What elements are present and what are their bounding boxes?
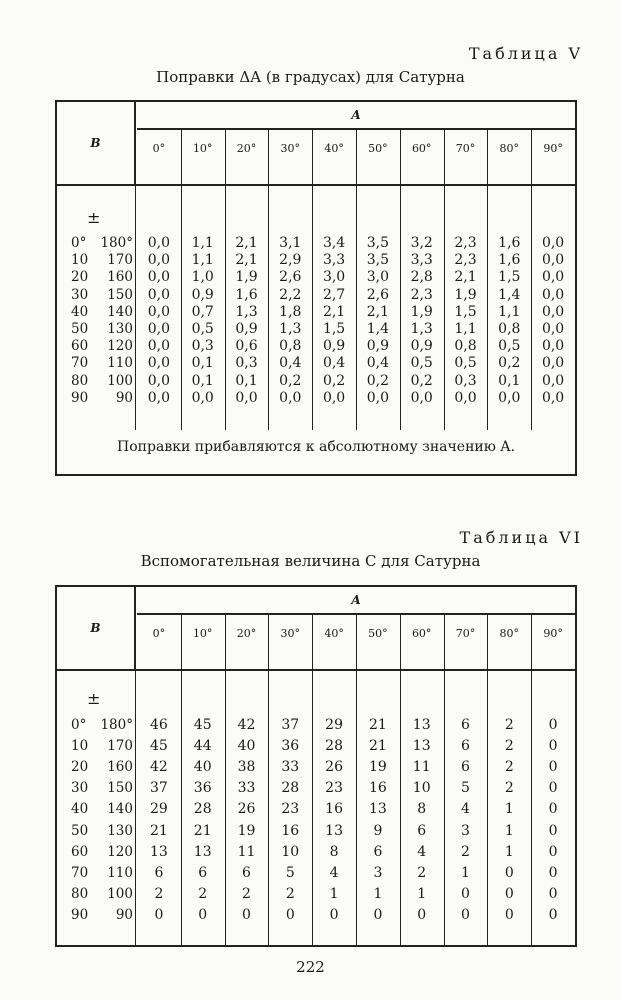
row-label-b-supplement: 140 bbox=[107, 303, 133, 320]
table-cell: 0,1 bbox=[498, 372, 521, 389]
table-cell: 1,9 bbox=[235, 269, 258, 286]
column-header: 70° bbox=[455, 142, 476, 155]
table-cell: 0 bbox=[198, 906, 208, 923]
table-cell: 0,0 bbox=[147, 338, 171, 355]
table-cell: 2,6 bbox=[279, 269, 302, 286]
table-cell: 28 bbox=[325, 738, 343, 755]
row-label-b: 0° bbox=[71, 717, 87, 733]
table-cell: 2 bbox=[417, 864, 427, 881]
table-cell: 1,4 bbox=[366, 321, 390, 337]
table-cell: 2 bbox=[198, 885, 208, 902]
row-label-b-supplement: 120 bbox=[107, 843, 133, 860]
table-cell: 1,6 bbox=[498, 252, 521, 269]
row-label bbox=[71, 304, 137, 321]
table-cell: 2,3 bbox=[410, 286, 433, 303]
table-cell: 19 bbox=[368, 759, 387, 776]
table-cell: 6 bbox=[154, 864, 164, 881]
table-cell: 1,4 bbox=[498, 286, 521, 303]
table-cell: 13 bbox=[193, 843, 212, 860]
table-cell: 16 bbox=[368, 780, 387, 797]
table-cell: 10 bbox=[281, 843, 300, 860]
row-label-b: 30 bbox=[71, 780, 89, 797]
row-label-b-supplement: 170 bbox=[107, 252, 133, 269]
table-cell: 0,0 bbox=[498, 389, 521, 406]
table-cell: 0,0 bbox=[541, 252, 565, 269]
table-cell: 0,0 bbox=[541, 235, 565, 251]
table-cell: 13 bbox=[412, 738, 431, 755]
table-cell: 0,4 bbox=[366, 355, 390, 372]
table-vi-title: Вспомогательная величина C для Сатурна bbox=[140, 552, 481, 570]
table-cell: 0,0 bbox=[541, 355, 565, 372]
table-cell: 13 bbox=[368, 801, 387, 818]
table-cell: 0,0 bbox=[454, 389, 477, 406]
table-cell: 1,9 bbox=[454, 286, 477, 303]
row-label bbox=[71, 338, 137, 355]
table-cell: 0,3 bbox=[191, 338, 214, 355]
table-cell: 0,0 bbox=[191, 389, 214, 406]
table-cell: 0 bbox=[548, 843, 558, 860]
table-cell: 2 bbox=[242, 885, 251, 902]
row-label-b: 0° bbox=[71, 235, 87, 251]
row-label bbox=[71, 865, 137, 886]
table-cell: 0,3 bbox=[454, 372, 477, 389]
table-cell: 0,8 bbox=[279, 338, 302, 355]
table-cell: 0,2 bbox=[410, 372, 433, 389]
row-label bbox=[71, 907, 137, 928]
table-cell: 3,5 bbox=[366, 252, 390, 269]
row-label-b-supplement: 140 bbox=[107, 801, 133, 818]
table-cell: 0,0 bbox=[541, 338, 565, 355]
table-cell: 13 bbox=[412, 717, 431, 733]
table-cell: 0,2 bbox=[279, 372, 302, 389]
table-cell: 28 bbox=[193, 801, 212, 818]
table-cell: 3,3 bbox=[322, 252, 346, 269]
table-cell: 6 bbox=[242, 864, 251, 881]
row-label-b-supplement: 120 bbox=[107, 338, 133, 355]
row-header: B bbox=[57, 102, 135, 184]
table-cell: 10 bbox=[412, 780, 431, 797]
table-cell: 28 bbox=[281, 780, 300, 797]
table-cell: 3,1 bbox=[279, 235, 302, 251]
column-header: 50° bbox=[368, 627, 388, 640]
table-cell: 0 bbox=[417, 906, 427, 923]
table-cell: 2 bbox=[504, 759, 514, 776]
table-cell: 0,9 bbox=[366, 338, 390, 355]
table-cell: 1,9 bbox=[410, 303, 433, 320]
table-cell: 0 bbox=[461, 906, 470, 923]
row-label-b-supplement: 130 bbox=[107, 321, 133, 337]
table-cell: 1,1 bbox=[191, 235, 214, 251]
table-cell: 1,5 bbox=[454, 303, 477, 320]
table-cell: 0,0 bbox=[147, 372, 171, 389]
row-label-b-supplement: 100 bbox=[107, 372, 133, 389]
table-cell: 0 bbox=[329, 906, 339, 923]
table-cell: 0,0 bbox=[147, 321, 171, 337]
table-cell: 1 bbox=[329, 885, 339, 902]
table-cell: 1,3 bbox=[410, 321, 433, 337]
table-cell: 3 bbox=[373, 864, 383, 881]
table-cell: 2,3 bbox=[454, 235, 477, 251]
table-cell: 13 bbox=[325, 822, 343, 839]
table-cell: 36 bbox=[193, 780, 212, 797]
table-cell: 0 bbox=[548, 738, 558, 755]
table-cell: 45 bbox=[149, 738, 168, 755]
table-cell: 44 bbox=[193, 738, 212, 755]
row-label-b: 80 bbox=[71, 885, 89, 902]
table-cell: 1,1 bbox=[454, 321, 477, 337]
table-cell: 0 bbox=[548, 906, 558, 923]
table-cell: 42 bbox=[149, 759, 168, 776]
column-header: 20° bbox=[236, 627, 257, 640]
table-cell: 2,1 bbox=[322, 303, 346, 320]
table-cell: 0,5 bbox=[410, 355, 433, 372]
table-cell: 1 bbox=[461, 864, 470, 881]
table-cell: 0,5 bbox=[498, 338, 521, 355]
table-cell: 0,0 bbox=[366, 389, 390, 406]
table-cell: 2 bbox=[504, 780, 514, 797]
table-cell: 4 bbox=[417, 843, 427, 860]
row-label bbox=[71, 759, 137, 780]
table-cell: 1,1 bbox=[498, 303, 521, 320]
row-label-b-supplement: 150 bbox=[107, 286, 133, 303]
table-cell: 0,0 bbox=[541, 389, 565, 406]
row-label-b-supplement: 90 bbox=[115, 906, 133, 923]
table-cell: 0,0 bbox=[322, 389, 346, 406]
column-header: 50° bbox=[368, 142, 388, 155]
table-cell: 0,0 bbox=[147, 303, 171, 320]
table-cell: 2 bbox=[285, 885, 295, 902]
table-cell: 19 bbox=[237, 822, 256, 839]
row-label-b: 60 bbox=[71, 338, 89, 355]
row-label-b-supplement: 180° bbox=[100, 717, 133, 733]
row-label bbox=[71, 886, 137, 907]
col-header: A bbox=[351, 108, 361, 122]
table-cell: 1,5 bbox=[498, 269, 521, 286]
table-cell: 1 bbox=[504, 822, 514, 839]
row-label bbox=[71, 801, 137, 822]
table-cell: 5 bbox=[285, 864, 295, 881]
table-cell: 29 bbox=[325, 717, 343, 733]
row-label-b: 20 bbox=[71, 269, 89, 286]
row-label-b: 70 bbox=[71, 355, 89, 372]
table-cell: 0 bbox=[548, 759, 558, 776]
column-header: 40° bbox=[324, 627, 344, 640]
table-cell: 2 bbox=[504, 738, 514, 755]
plus-minus-sign: ± bbox=[87, 208, 101, 227]
table-note: Поправки прибавляются к абсолютному значению A. bbox=[117, 439, 515, 455]
table-cell: 2,8 bbox=[410, 269, 433, 286]
table-vi-label: Таблица VI bbox=[459, 528, 583, 547]
table-cell: 9 bbox=[373, 822, 383, 839]
table-cell: 16 bbox=[325, 801, 343, 818]
table-cell: 2,1 bbox=[454, 269, 477, 286]
table-cell: 33 bbox=[237, 780, 256, 797]
column-header: 30° bbox=[280, 627, 301, 640]
table-cell: 46 bbox=[149, 717, 168, 733]
table-v-label: Таблица V bbox=[468, 44, 583, 63]
table-cell: 0,1 bbox=[235, 372, 258, 389]
row-label bbox=[71, 717, 137, 738]
row-label-b-supplement: 90 bbox=[115, 389, 133, 406]
table-cell: 0 bbox=[461, 885, 470, 902]
table-cell: 2 bbox=[461, 843, 470, 860]
table-cell: 3,3 bbox=[410, 252, 433, 269]
row-label-b: 40 bbox=[71, 303, 89, 320]
column-header: 0° bbox=[152, 627, 166, 640]
column-header: 10° bbox=[192, 142, 213, 155]
table-cell: 1,3 bbox=[235, 303, 258, 320]
table-cell: 1,3 bbox=[279, 321, 302, 337]
row-label bbox=[71, 321, 137, 338]
column-header: 80° bbox=[499, 627, 520, 640]
table-cell: 0,0 bbox=[235, 389, 258, 406]
row-label-b: 50 bbox=[71, 822, 89, 839]
table-cell: 33 bbox=[281, 759, 300, 776]
table-cell: 5 bbox=[461, 780, 470, 797]
table-cell: 11 bbox=[237, 843, 256, 860]
table-cell: 42 bbox=[237, 717, 256, 733]
table-cell: 29 bbox=[149, 801, 168, 818]
table-cell: 21 bbox=[149, 822, 168, 839]
table-cell: 2,3 bbox=[454, 252, 477, 269]
table-cell: 0,9 bbox=[410, 338, 433, 355]
table-cell: 0 bbox=[504, 885, 514, 902]
table-cell: 0,9 bbox=[322, 338, 346, 355]
table-v bbox=[55, 100, 577, 476]
row-label bbox=[71, 269, 137, 286]
page-number: 222 bbox=[296, 958, 325, 976]
table-cell: 0,9 bbox=[235, 321, 258, 337]
row-label bbox=[71, 287, 137, 304]
table-cell: 6 bbox=[461, 738, 470, 755]
table-cell: 0,3 bbox=[235, 355, 258, 372]
table-cell: 0,2 bbox=[366, 372, 390, 389]
table-v-title: Поправки ΔA (в градусах) для Сатурна bbox=[156, 68, 465, 86]
row-label bbox=[71, 235, 137, 252]
table-cell: 0 bbox=[548, 801, 558, 818]
table-cell: 40 bbox=[237, 738, 256, 755]
table-cell: 1,8 bbox=[279, 303, 302, 320]
table-cell: 23 bbox=[325, 780, 343, 797]
table-cell: 36 bbox=[281, 738, 300, 755]
row-label-b-supplement: 150 bbox=[107, 780, 133, 797]
row-label-b-supplement: 130 bbox=[107, 822, 133, 839]
table-cell: 0,0 bbox=[541, 303, 565, 320]
table-cell: 1,6 bbox=[498, 235, 521, 251]
table-cell: 0 bbox=[504, 864, 514, 881]
row-header: B bbox=[57, 587, 135, 669]
table-cell: 16 bbox=[281, 822, 300, 839]
table-cell: 1,0 bbox=[191, 269, 214, 286]
table-cell: 0,0 bbox=[541, 269, 565, 286]
table-cell: 0 bbox=[548, 864, 558, 881]
table-cell: 0 bbox=[285, 906, 295, 923]
row-label bbox=[71, 780, 137, 801]
row-label-b: 40 bbox=[71, 801, 89, 818]
table-cell: 6 bbox=[198, 864, 208, 881]
table-cell: 2,2 bbox=[279, 286, 302, 303]
table-cell: 3,5 bbox=[366, 235, 390, 251]
table-cell: 11 bbox=[412, 759, 431, 776]
table-cell: 0,5 bbox=[454, 355, 477, 372]
row-label-b-supplement: 100 bbox=[107, 885, 133, 902]
row-label bbox=[71, 390, 137, 407]
table-cell: 0,0 bbox=[541, 286, 565, 303]
table-cell: 0,0 bbox=[147, 235, 171, 251]
table-cell: 6 bbox=[461, 717, 470, 733]
column-header: 10° bbox=[192, 627, 213, 640]
table-cell: 0,7 bbox=[191, 303, 214, 320]
table-cell: 0,0 bbox=[147, 355, 171, 372]
row-label-b: 90 bbox=[71, 389, 89, 406]
table-cell: 0 bbox=[548, 717, 558, 733]
table-cell: 1,6 bbox=[235, 286, 258, 303]
row-label bbox=[71, 373, 137, 390]
table-cell: 37 bbox=[149, 780, 168, 797]
table-cell: 6 bbox=[461, 759, 470, 776]
col-header: A bbox=[351, 593, 361, 607]
table-cell: 38 bbox=[237, 759, 256, 776]
table-cell: 2,6 bbox=[366, 286, 390, 303]
table-cell: 0 bbox=[373, 906, 383, 923]
table-cell: 4 bbox=[329, 864, 339, 881]
row-label bbox=[71, 252, 137, 269]
row-label-b: 10 bbox=[71, 738, 89, 755]
row-label-b-supplement: 110 bbox=[107, 355, 133, 372]
column-header: 80° bbox=[499, 142, 520, 155]
table-cell: 0 bbox=[154, 906, 164, 923]
table-cell: 0 bbox=[548, 885, 558, 902]
table-cell: 2 bbox=[504, 717, 514, 733]
table-cell: 1 bbox=[417, 885, 427, 902]
table-cell: 0,0 bbox=[147, 269, 171, 286]
table-cell: 0,0 bbox=[541, 321, 565, 337]
plus-minus-sign: ± bbox=[87, 689, 101, 708]
table-cell: 0,0 bbox=[147, 286, 171, 303]
table-cell: 0,0 bbox=[279, 389, 302, 406]
table-cell: 2,7 bbox=[322, 286, 346, 303]
row-label bbox=[71, 844, 137, 865]
table-cell: 0,8 bbox=[454, 338, 477, 355]
table-cell: 1,5 bbox=[322, 321, 346, 337]
column-header: 20° bbox=[236, 142, 257, 155]
column-header: 70° bbox=[455, 627, 476, 640]
table-cell: 37 bbox=[281, 717, 300, 733]
table-cell: 0,6 bbox=[235, 338, 258, 355]
table-cell: 21 bbox=[368, 717, 387, 733]
table-cell: 4 bbox=[461, 801, 470, 818]
table-cell: 0,1 bbox=[191, 355, 214, 372]
row-label-b: 30 bbox=[71, 286, 89, 303]
table-cell: 40 bbox=[193, 759, 212, 776]
row-label-b: 10 bbox=[71, 252, 89, 269]
row-label-b-supplement: 170 bbox=[107, 738, 133, 755]
table-cell: 26 bbox=[237, 801, 256, 818]
table-cell: 0 bbox=[504, 906, 514, 923]
column-header: 40° bbox=[324, 142, 344, 155]
table-cell: 6 bbox=[373, 843, 383, 860]
table-cell: 1 bbox=[373, 885, 383, 902]
row-label-b: 90 bbox=[71, 906, 89, 923]
table-cell: 0,9 bbox=[191, 286, 214, 303]
table-cell: 13 bbox=[149, 843, 168, 860]
column-header: 90° bbox=[543, 627, 563, 640]
table-cell: 0 bbox=[548, 780, 558, 797]
row-label-b-supplement: 180° bbox=[100, 235, 133, 251]
column-header: 30° bbox=[280, 142, 301, 155]
row-label bbox=[71, 823, 137, 844]
table-cell: 0 bbox=[242, 906, 251, 923]
row-label-b: 50 bbox=[71, 321, 89, 337]
table-cell: 3 bbox=[461, 822, 470, 839]
table-cell: 26 bbox=[325, 759, 343, 776]
table-cell: 0,0 bbox=[147, 252, 171, 269]
table-cell: 2 bbox=[154, 885, 164, 902]
table-cell: 1 bbox=[504, 801, 514, 818]
table-cell: 8 bbox=[329, 843, 339, 860]
row-label bbox=[71, 355, 137, 372]
table-cell: 0,1 bbox=[191, 372, 214, 389]
table-cell: 21 bbox=[368, 738, 387, 755]
row-label-b-supplement: 110 bbox=[107, 864, 133, 881]
table-vi bbox=[55, 585, 577, 947]
table-cell: 0,4 bbox=[322, 355, 346, 372]
table-cell: 1,1 bbox=[191, 252, 214, 269]
row-label-b-supplement: 160 bbox=[107, 269, 133, 286]
column-header: 60° bbox=[411, 142, 432, 155]
table-cell: 0,2 bbox=[498, 355, 521, 372]
column-header: 90° bbox=[543, 142, 563, 155]
table-cell: 0,4 bbox=[279, 355, 302, 372]
table-cell: 3,0 bbox=[366, 269, 390, 286]
table-cell: 0,5 bbox=[191, 321, 214, 337]
table-cell: 1 bbox=[504, 843, 514, 860]
table-cell: 6 bbox=[417, 822, 427, 839]
table-cell: 0 bbox=[548, 822, 558, 839]
table-cell: 2,1 bbox=[235, 235, 258, 251]
table-cell: 2,1 bbox=[235, 252, 258, 269]
table-cell: 45 bbox=[193, 717, 212, 733]
row-label-b: 20 bbox=[71, 759, 89, 776]
table-cell: 3,4 bbox=[322, 235, 346, 251]
table-cell: 23 bbox=[281, 801, 300, 818]
column-header: 0° bbox=[152, 142, 166, 155]
column-header: 60° bbox=[411, 627, 432, 640]
table-cell: 2,9 bbox=[279, 252, 302, 269]
row-label-b-supplement: 160 bbox=[107, 759, 133, 776]
table-cell: 3,0 bbox=[322, 269, 346, 286]
row-label-b: 80 bbox=[71, 372, 89, 389]
table-cell: 0,0 bbox=[410, 389, 433, 406]
table-cell: 0,0 bbox=[541, 372, 565, 389]
table-cell: 3,2 bbox=[410, 235, 433, 251]
table-cell: 8 bbox=[417, 801, 427, 818]
table-cell: 2,1 bbox=[366, 303, 390, 320]
table-cell: 21 bbox=[193, 822, 212, 839]
table-cell: 0,8 bbox=[498, 321, 521, 337]
table-cell: 0,2 bbox=[322, 372, 346, 389]
table-cell: 0,0 bbox=[147, 389, 171, 406]
row-label-b: 60 bbox=[71, 843, 89, 860]
row-label bbox=[71, 738, 137, 759]
row-label-b: 70 bbox=[71, 864, 89, 881]
